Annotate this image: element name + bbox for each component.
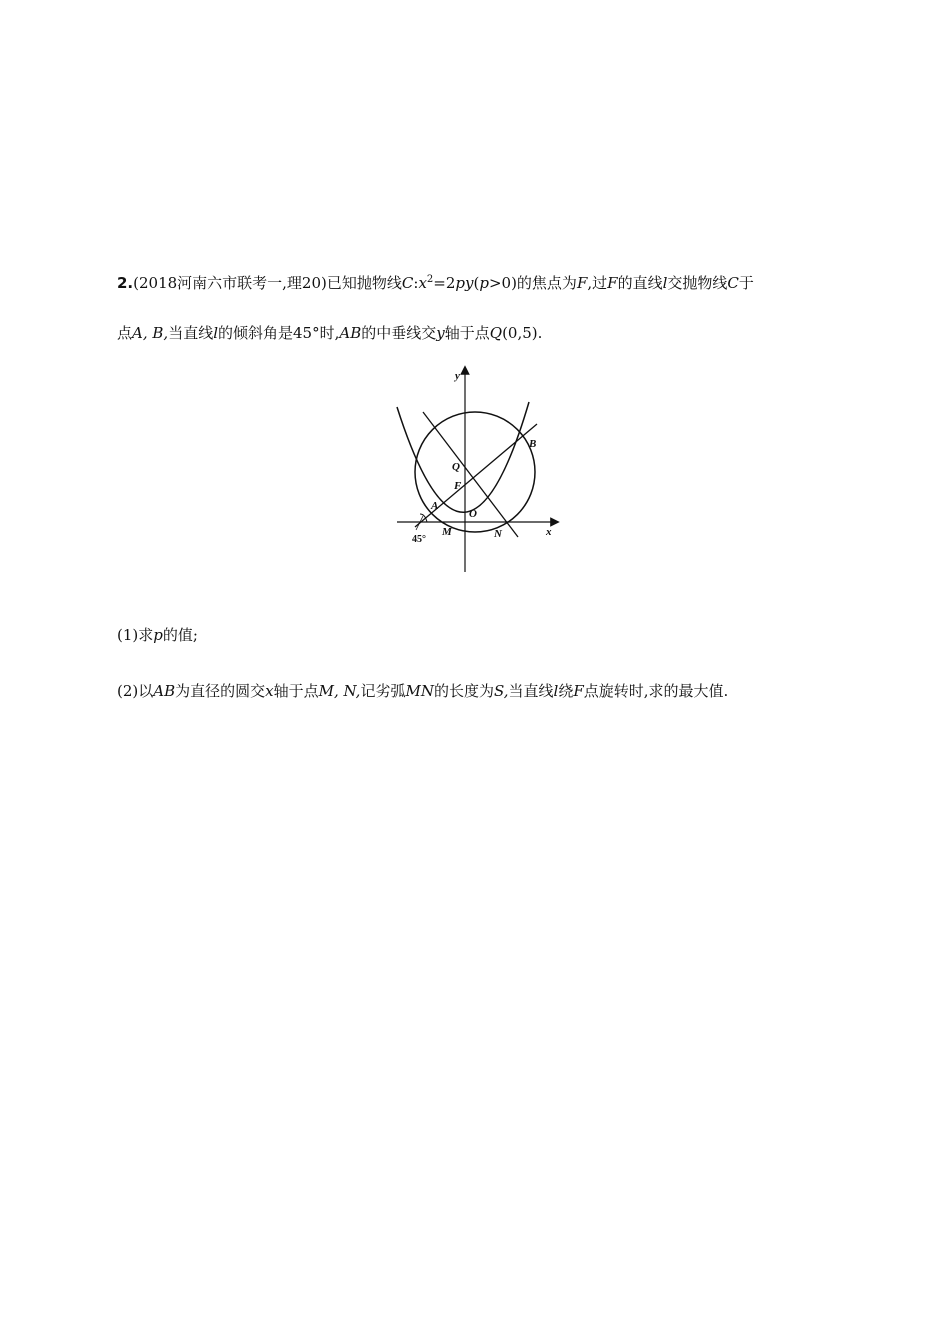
problem-text: 于 bbox=[738, 274, 754, 292]
problem-text: 的直线 bbox=[617, 274, 663, 292]
problem-number: 2. bbox=[117, 274, 134, 292]
problem-text: 的中垂线交 bbox=[361, 324, 437, 342]
exponent: 2 bbox=[426, 274, 434, 285]
label-x: x bbox=[546, 526, 552, 538]
problem-text: 轴于点 bbox=[444, 324, 490, 342]
q1-suffix: 的值; bbox=[162, 626, 198, 644]
var-p: p bbox=[153, 626, 163, 644]
problem-text: 当直线 bbox=[168, 324, 214, 342]
var-py: py bbox=[455, 274, 474, 292]
var-l: l bbox=[213, 324, 219, 342]
problem-text: (0,5). bbox=[502, 324, 543, 342]
label-y: y bbox=[455, 370, 460, 382]
var-M-N: M, N, bbox=[318, 682, 361, 700]
condition: >0) bbox=[488, 274, 517, 292]
q2-text: 的长度为 bbox=[433, 682, 494, 700]
problem-text: ,过 bbox=[587, 274, 608, 292]
var-l: l bbox=[553, 682, 559, 700]
q2-text: 点旋转时,求的最大值. bbox=[583, 682, 729, 700]
var-AB: AB bbox=[153, 682, 176, 700]
label-B: B bbox=[529, 438, 537, 450]
label-M: M bbox=[442, 526, 452, 538]
equals: =2 bbox=[433, 274, 456, 292]
var-l: l bbox=[662, 274, 668, 292]
problem-statement-line-2 bbox=[117, 323, 542, 343]
question-1 bbox=[117, 625, 198, 645]
q2-text: 当直线 bbox=[508, 682, 554, 700]
problem-statement-line-1 bbox=[117, 273, 754, 293]
var-Q: Q bbox=[489, 324, 503, 342]
var-y: y bbox=[436, 324, 445, 342]
var-C: C bbox=[401, 274, 414, 292]
q2-text: 为直径的圆交 bbox=[175, 682, 266, 700]
var-F: F bbox=[573, 682, 584, 700]
problem-text: 交抛物线 bbox=[667, 274, 728, 292]
var-A-B: A, B, bbox=[132, 324, 169, 342]
label-Q: Q bbox=[452, 461, 460, 473]
problem-source: (2018河南六市联考一,理20) bbox=[133, 274, 327, 292]
q2-prefix: (2)以 bbox=[117, 682, 154, 700]
problem-text: 的焦点为 bbox=[516, 274, 577, 292]
var-x: x bbox=[265, 682, 274, 700]
var-F: F bbox=[576, 274, 588, 292]
var-p: p bbox=[479, 274, 489, 292]
var-C: C bbox=[727, 274, 739, 292]
figure-svg bbox=[385, 362, 575, 577]
label-A: A bbox=[431, 500, 439, 512]
label-O: O bbox=[469, 508, 477, 520]
paren: ( bbox=[473, 274, 480, 292]
var-MN: MN bbox=[405, 682, 434, 700]
q2-text: 绕 bbox=[558, 682, 574, 700]
var-AB: AB bbox=[339, 324, 362, 342]
colon: : bbox=[413, 274, 419, 292]
var-F: F bbox=[607, 274, 618, 292]
problem-text: 点 bbox=[117, 324, 133, 342]
label-F: F bbox=[454, 480, 462, 492]
var-x: x bbox=[418, 274, 427, 292]
angle-pointer bbox=[416, 516, 423, 530]
angle-arc bbox=[420, 514, 427, 522]
q2-text: 记劣弧 bbox=[360, 682, 406, 700]
q1-prefix: (1)求 bbox=[117, 626, 154, 644]
question-2 bbox=[117, 681, 728, 701]
parabola-circle-figure bbox=[385, 362, 575, 577]
problem-text: 已知抛物线 bbox=[326, 274, 402, 292]
problem-text: 的倾斜角是45°时, bbox=[218, 324, 340, 342]
label-N: N bbox=[494, 528, 502, 540]
label-angle: 45° bbox=[412, 534, 426, 545]
q2-text: 轴于点 bbox=[273, 682, 319, 700]
var-S: S, bbox=[493, 682, 509, 700]
